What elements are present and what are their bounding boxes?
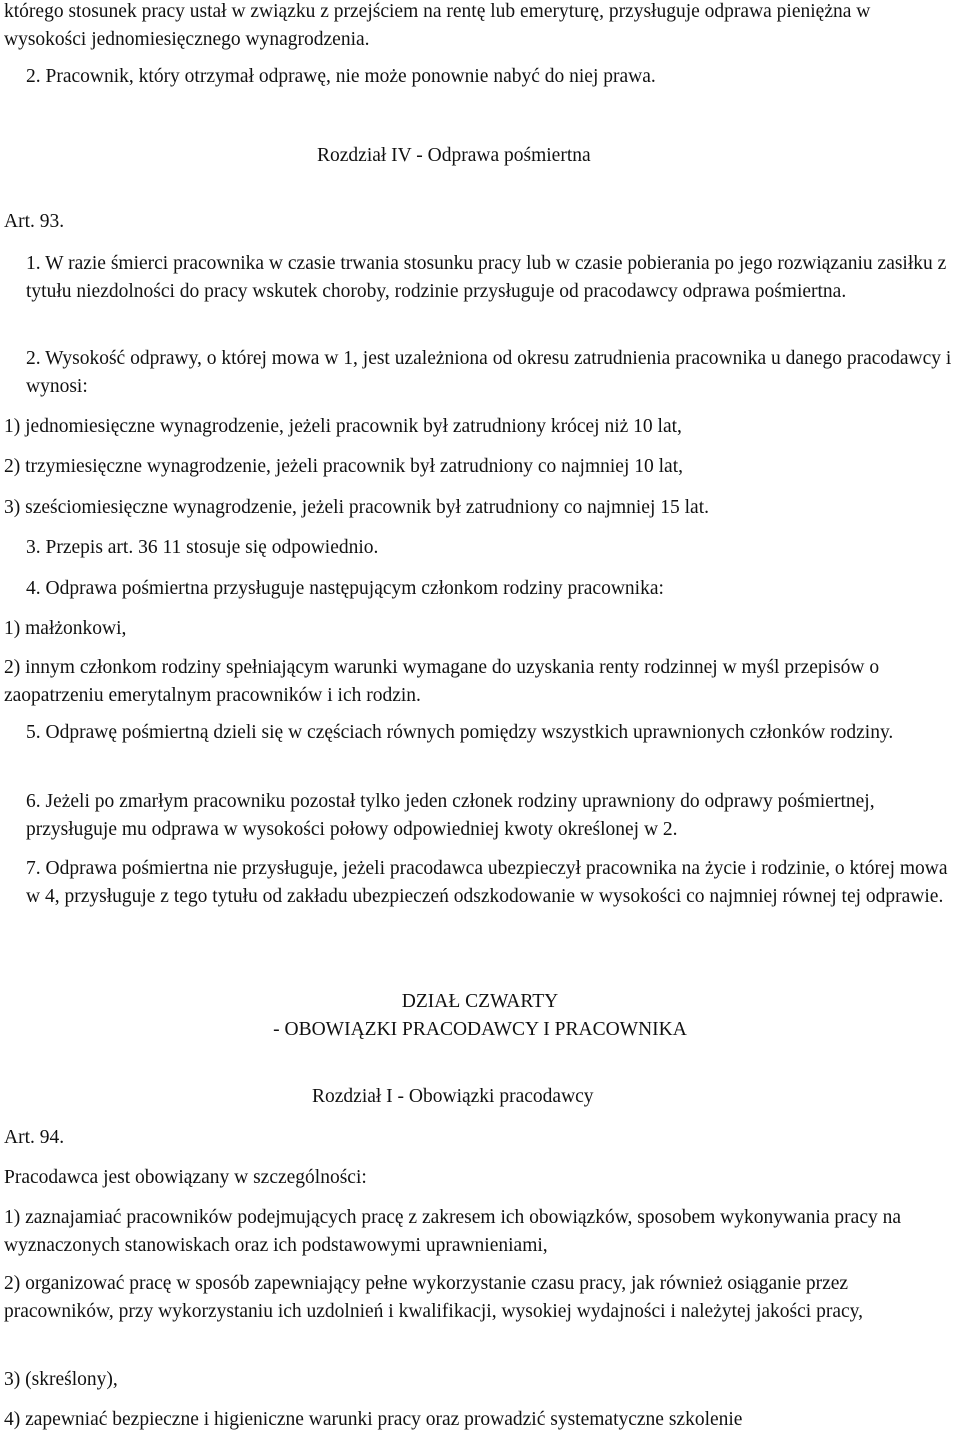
- list-item: 1) jednomiesięczne wynagrodzenie, jeżeli pracownik był zatrudniony krócej niż 10 lat,: [4, 416, 682, 437]
- article-number: Art. 94.: [4, 1127, 65, 1148]
- chapter-heading: Rozdział IV - Odprawa pośmiertna: [317, 145, 591, 166]
- list-item: 1) małżonkowi,: [4, 618, 127, 639]
- list-item: 4) zapewniać bezpieczne i higieniczne warunki pracy oraz prowadzić systematyczne szkolenie: [4, 1409, 743, 1430]
- paragraph-93-3: 3. Przepis art. 36 11 stosuje się odpowiednio.: [26, 537, 379, 558]
- paragraph-continuation: którego stosunek pracy ustał w związku z przejściem na rentę lub emeryturę, przysługuje odprawa pieniężna w wysokości jednomiesięcznego wynagrodzenia.: [4, 1, 871, 50]
- paragraph-93-2: 2. Wysokość odprawy, o której mowa w 1, jest uzależniona od okresu zatrudnienia pracownika u danego pracodawcy i wynosi:: [26, 348, 952, 397]
- paragraph-92-2: 2. Pracownik, który otrzymał odprawę, nie może ponownie nabyć do niej prawa.: [26, 66, 656, 87]
- paragraph-93-6: 6. Jeżeli po zmarłym pracowniku pozostał tylko jeden członek rodziny uprawniony do odprawy pośmiertnej, przysługuje mu odprawa w wysokości połowy odpowiedniej kwoty określonej w 2.: [26, 791, 875, 840]
- paragraph-93-1: 1. W razie śmierci pracownika w czasie trwania stosunku pracy lub w czasie pobierania po jego rozwiązaniu zasiłku z tytułu niezdolności do pracy wskutek choroby, rodzinie przysługuje od pracodawcy odprawa pośmiertna.: [26, 253, 947, 302]
- division-heading: DZIAŁ CZWARTY: [401, 991, 559, 1012]
- chapter-heading: Rozdział I - Obowiązki pracodawcy: [312, 1086, 594, 1107]
- paragraph-93-7: 7. Odprawa pośmiertna nie przysługuje, jeżeli pracodawca ubezpieczył pracownika na życie i rodzinie, o której mowa w 4, przysługuje z tego tytułu od zakładu ubezpieczeń odszkodowanie w wysokości co najmniej równej tej odprawie.: [26, 858, 948, 907]
- list-item: 3) sześciomiesięczne wynagrodzenie, jeżeli pracownik był zatrudniony co najmniej 15 lat.: [4, 497, 709, 518]
- division-subheading: - OBOWIĄZKI PRACODAWCY I PRACOWNIKA: [273, 1019, 687, 1040]
- list-item: 1) zaznajamiać pracowników podejmujących pracę z zakresem ich obowiązków, sposobem wykonywania pracy na wyznaczonych stanowiskach oraz ich podstawowymi uprawnieniami,: [4, 1207, 901, 1256]
- list-item: 3) (skreślony),: [4, 1369, 118, 1390]
- article-number: Art. 93.: [4, 211, 65, 232]
- paragraph-93-5: 5. Odprawę pośmiertną dzieli się w częściach równych pomiędzy wszystkich uprawnionych członków rodziny.: [26, 722, 894, 743]
- list-item: 2) organizować pracę w sposób zapewniający pełne wykorzystanie czasu pracy, jak również osiąganie przez pracowników, przy wykorzystaniu ich uzdolnień i kwalifikacji, wysokiej wydajności i należytej jakości pracy,: [4, 1273, 864, 1322]
- paragraph-94-intro: Pracodawca jest obowiązany w szczególności:: [4, 1167, 367, 1188]
- list-item: 2) trzymiesięczne wynagrodzenie, jeżeli pracownik był zatrudniony co najmniej 10 lat,: [4, 456, 683, 477]
- list-item: 2) innym członkom rodziny spełniającym warunki wymagane do uzyskania renty rodzinnej w myśl przepisów o zaopatrzeniu emerytalnym pracowników i ich rodzin.: [4, 657, 880, 706]
- paragraph-93-4: 4. Odprawa pośmiertna przysługuje następującym członkom rodziny pracownika:: [26, 578, 664, 599]
